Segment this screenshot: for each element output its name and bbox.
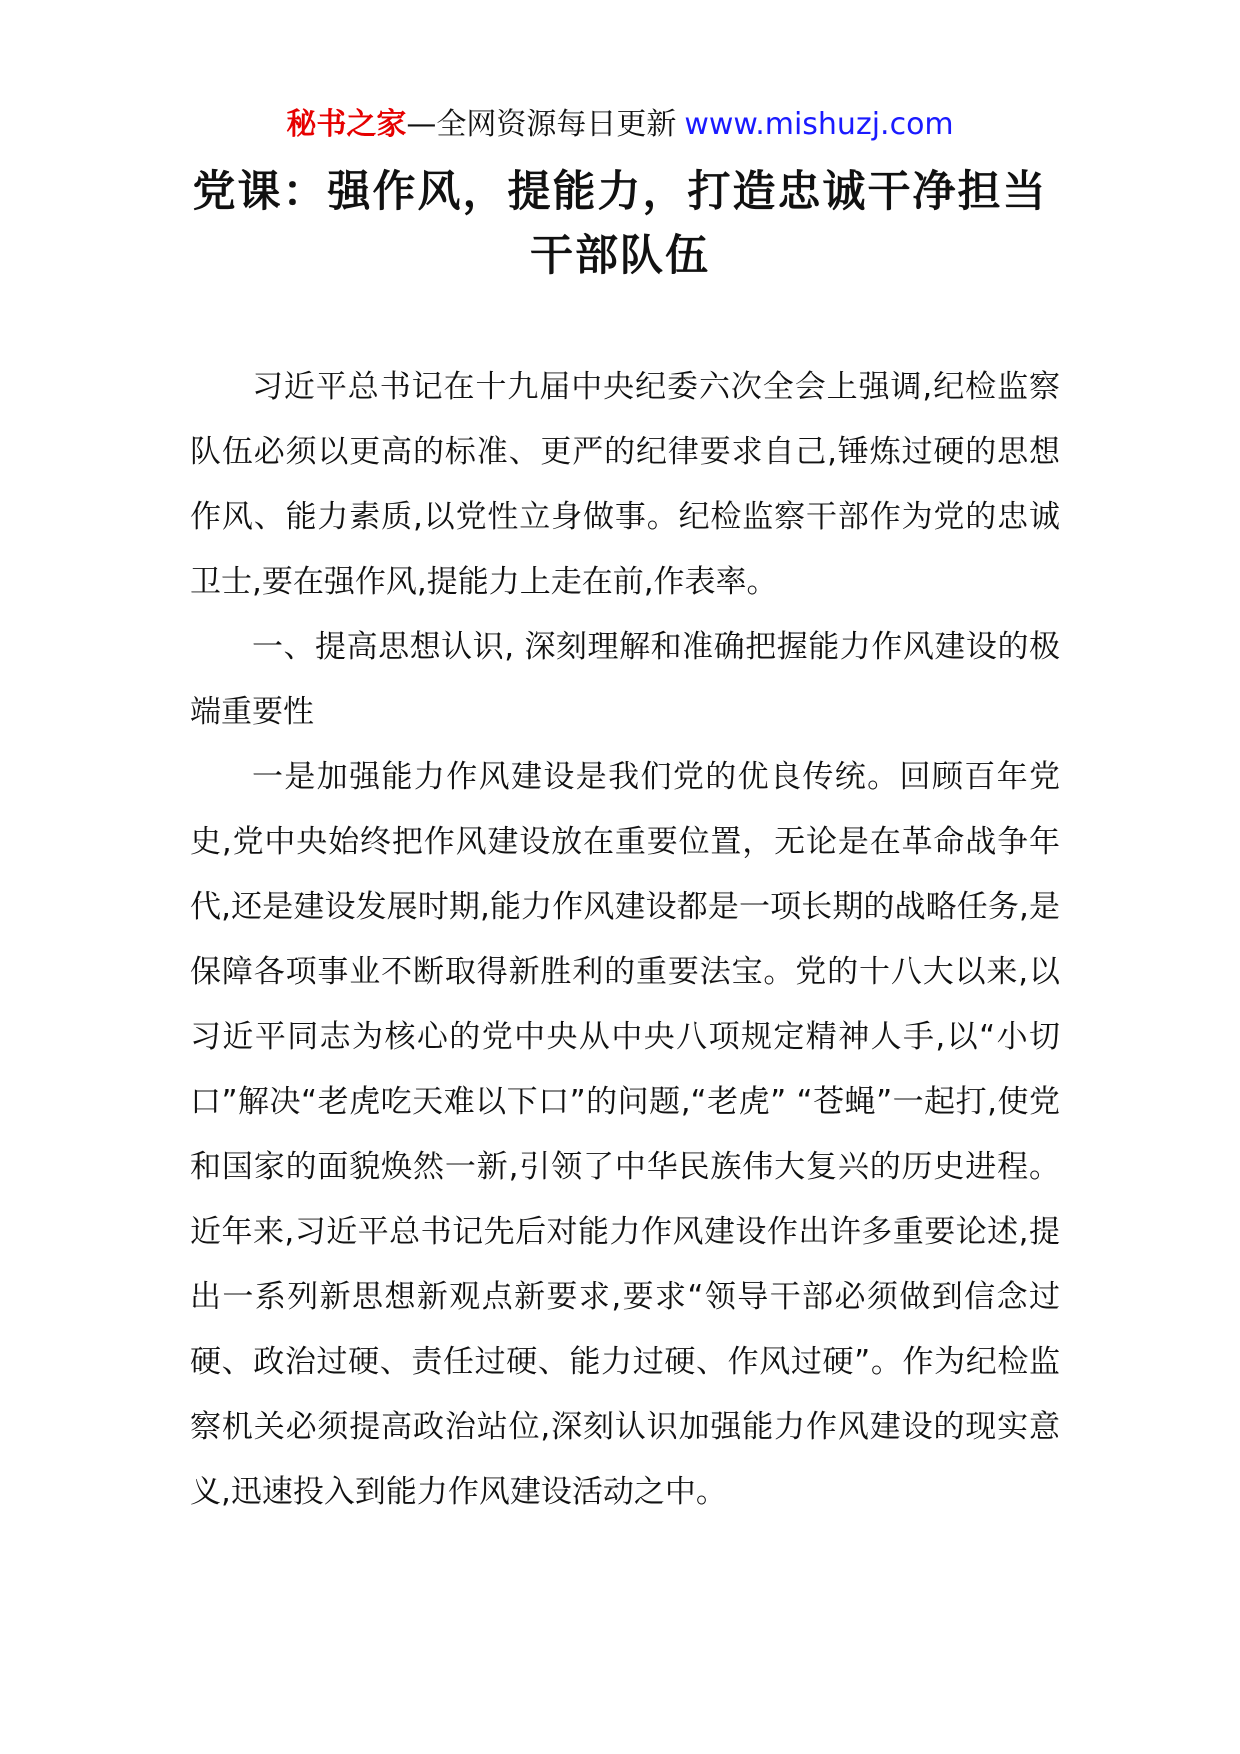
document-body [190, 355, 1060, 1525]
document-title: 党课：强作风，提能力，打造忠诚干净担当干部队伍 [192, 167, 1048, 281]
brand-name: 秘书之家 [286, 107, 407, 142]
header-tagline: —全网资源每日更新 [406, 107, 677, 142]
paragraph-section-1-point-1: 一是加强能力作风建设是我们党的优良传统。回顾百年党史,党中央始终把作风建设放在重要位置，无论是在革命战争年代,还是建设发展时期,能力作风建设都是一项长期的战略任务,是保障各项事业不断取得新胜利的重要法宝。党的十八大以来,以习近平同志为核心的党中央从中央八项规定精神人手,以“小切口”解决“老虎吃天难以下口”的问题,“老虎” “苍蝇”一起打,使党和国家的面貌焕然一新,引领了中华民族伟大复兴的历史进程。近年来,习近平总书记先后对能力作风建设作出许多重要论述,提出一系列新思想新观点新要求,要求“领导干部必须做到信念过硬、政治过硬、责任过硬、能力过硬、作风过硬”。作为纪检监察机关必须提高政治站位,深刻认识加强能力作风建设的现实意义,迅速投入到能力作风建设活动之中。 [190, 759, 1060, 1510]
site-url-link[interactable]: www.mishuzj.com [684, 107, 954, 142]
site-header [0, 103, 1240, 147]
paragraph-intro: 习近平总书记在十九届中央纪委六次全会上强调,纪检监察队伍必须以更高的标准、更严的纪律要求自己,锤炼过硬的思想作风、能力素质,以党性立身做事。纪检监察干部作为党的忠诚卫士,要在强作风,提能力上走在前,作表率。 [190, 369, 1060, 600]
section-heading-1: 一、提高思想认识, 深刻理解和准确把握能力作风建设的极端重要性 [190, 629, 1060, 730]
